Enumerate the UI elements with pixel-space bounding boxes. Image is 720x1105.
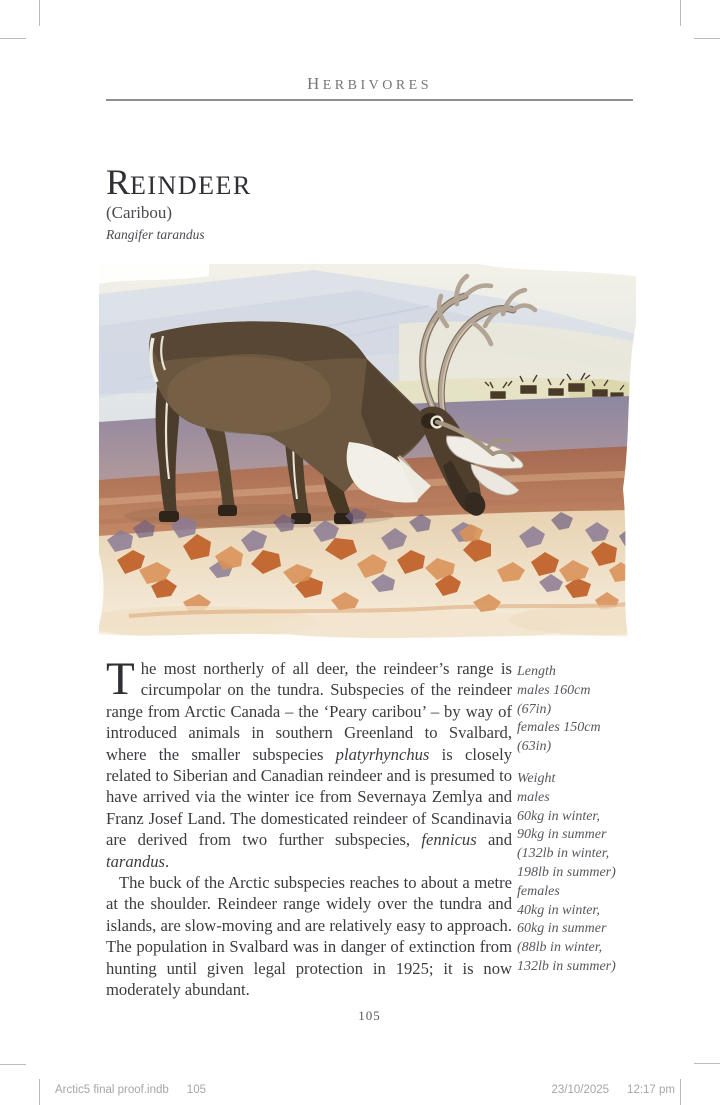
fact-line: 60kg in winter, bbox=[517, 808, 600, 824]
fact-line: 132lb in summer) bbox=[517, 958, 616, 974]
fact-line: (88lb in winter, bbox=[517, 940, 603, 956]
species-italic: fennicus bbox=[421, 830, 477, 850]
reindeer-illustration bbox=[99, 264, 636, 644]
scientific-name: Rangifer tarandus bbox=[106, 227, 205, 242]
length-heading: Length bbox=[517, 664, 556, 679]
title-initial: R bbox=[106, 162, 131, 202]
length-block bbox=[517, 663, 637, 757]
proof-time: 12:17 pm bbox=[627, 1084, 675, 1096]
running-head-rule bbox=[106, 99, 633, 101]
fact-line: 90kg in summer bbox=[517, 827, 607, 843]
body-text: and bbox=[476, 830, 512, 850]
facts-sidebar bbox=[517, 663, 637, 990]
running-head: HERBIVORES bbox=[306, 74, 433, 93]
paragraph-1 bbox=[106, 653, 512, 872]
species-italic: platyrhynchus bbox=[335, 744, 430, 764]
crop-mark-top-left-v bbox=[39, 0, 40, 26]
page-number: 105 bbox=[358, 1008, 381, 1023]
fact-line: females bbox=[517, 883, 560, 899]
fact-line: females 150cm bbox=[517, 720, 601, 736]
body-text: . bbox=[165, 851, 170, 871]
proof-date: 23/10/2025 bbox=[551, 1084, 610, 1096]
crop-mark-top-left-h bbox=[0, 38, 26, 39]
common-name: (Caribou) bbox=[106, 203, 173, 222]
slug-left bbox=[55, 1084, 206, 1096]
species-title-block bbox=[106, 164, 252, 243]
body-copy bbox=[106, 653, 512, 1001]
crop-mark-bottom-right-v bbox=[680, 1079, 681, 1105]
fact-line: (63in) bbox=[517, 739, 552, 755]
weight-heading: Weight bbox=[517, 770, 556, 786]
body-text: is closely related to Siberian and Canadian reindeer and is presumed to have arrived via the winter ice from Severnaya Zemlya and Franz Josef Land. The domesticated reindeer of Scandinavia are derived from two further subspecies, bbox=[106, 744, 512, 850]
proof-file-page: 105 bbox=[186, 1084, 206, 1096]
crop-mark-bottom-left-v bbox=[39, 1079, 40, 1105]
fact-line: 198lb in summer) bbox=[517, 864, 616, 880]
drop-cap: T bbox=[106, 653, 135, 705]
fact-line: (67in) bbox=[517, 701, 552, 717]
crop-mark-top-right-v bbox=[680, 0, 681, 26]
fact-line: males 160cm bbox=[517, 682, 591, 698]
proof-file-name: Arctic5 final proof.indb bbox=[55, 1084, 169, 1096]
slug-right bbox=[551, 1084, 675, 1096]
title-rest: EINDEER bbox=[130, 171, 252, 200]
crop-mark-bottom-left-h bbox=[0, 1064, 26, 1065]
species-italic: tarandus bbox=[106, 851, 166, 871]
crop-mark-bottom-right-h bbox=[694, 1063, 720, 1064]
crop-mark-top-right-h bbox=[694, 38, 720, 39]
paragraph-2: The buck of the Arctic subspecies reaches to about a metre at the shoulder. Reindeer range widely over the tundra and islands, are slow-moving and are relatively easy to approach. The population in Svalbard was in danger of extinction from hunting until given legal protection in 1925; it is now moderately abundant. bbox=[106, 873, 512, 1000]
weight-block bbox=[517, 770, 637, 977]
fact-line: 40kg in winter, bbox=[517, 902, 600, 918]
page-title bbox=[106, 164, 252, 200]
fact-line: 60kg in summer bbox=[517, 921, 607, 937]
fact-line: males bbox=[517, 789, 550, 805]
body-text: he most northerly of all deer, the reindeer’s range is circumpolar on the tundra. Subspecies of the reindeer range from Arctic Canada – the ‘Peary caribou’ – by way of introduced animals in southern Greenland to Svalbard, where the smaller subspecies bbox=[106, 659, 512, 764]
fact-line: (132lb in winter, bbox=[517, 846, 610, 862]
